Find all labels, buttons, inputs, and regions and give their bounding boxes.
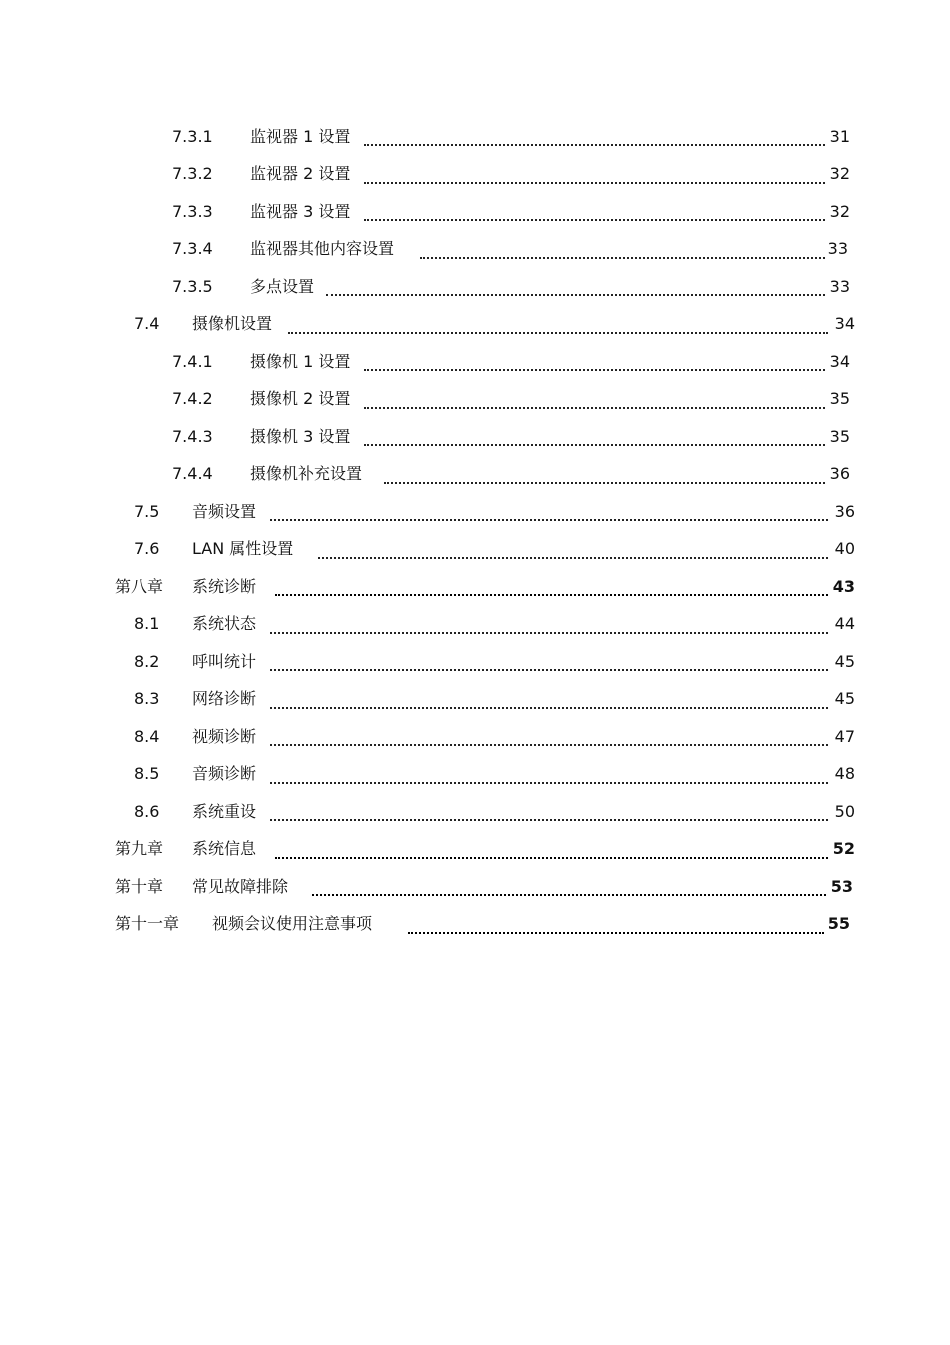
toc-entry[interactable] <box>0 531 950 569</box>
dot-leader <box>270 780 828 784</box>
toc-title: 摄像机 3 设置 <box>250 427 354 447</box>
toc-page: 35 <box>829 389 850 409</box>
dot-leader <box>270 667 828 671</box>
dot-leader <box>408 930 824 934</box>
toc-page: 32 <box>829 201 850 221</box>
toc-entry[interactable] <box>0 231 950 269</box>
toc-number: 7.3.4 <box>172 239 213 259</box>
toc-title: 视频会议使用注意事项 <box>212 914 376 934</box>
toc-number: 7.3.5 <box>172 276 213 296</box>
toc-page: 55 <box>827 914 850 934</box>
toc-entry[interactable] <box>0 793 950 831</box>
dot-leader <box>288 330 828 334</box>
toc-title: 音频诊断 <box>192 764 260 784</box>
toc-title: 监视器 2 设置 <box>250 164 354 184</box>
toc-title: 监视器其他内容设置 <box>250 239 398 259</box>
toc-chapter-number: 第八章 <box>115 576 164 596</box>
toc-page: 36 <box>834 501 855 521</box>
toc-number: 7.4.1 <box>172 351 213 371</box>
table-of-contents <box>0 118 950 943</box>
toc-title: 系统诊断 <box>192 577 260 597</box>
toc-entry[interactable] <box>0 156 950 194</box>
toc-page: 47 <box>834 726 855 746</box>
toc-page: 36 <box>829 464 850 484</box>
toc-entry[interactable] <box>0 456 950 494</box>
toc-page: 48 <box>834 764 855 784</box>
toc-title: 呼叫统计 <box>192 652 260 672</box>
toc-entry[interactable] <box>0 193 950 231</box>
toc-page: 33 <box>827 239 848 259</box>
toc-title: 系统信息 <box>192 839 260 859</box>
dot-leader <box>364 367 825 371</box>
toc-entry[interactable] <box>0 868 950 906</box>
toc-number: 8.1 <box>134 614 160 634</box>
toc-title: 摄像机补充设置 <box>250 464 366 484</box>
toc-title: 网络诊断 <box>192 689 260 709</box>
dot-leader <box>270 705 828 709</box>
toc-entry[interactable] <box>0 718 950 756</box>
toc-title: 摄像机 2 设置 <box>250 389 354 409</box>
toc-page: 45 <box>834 689 855 709</box>
toc-entry[interactable] <box>0 681 950 719</box>
toc-number: 7.3.3 <box>172 201 213 221</box>
toc-page: 52 <box>832 839 855 859</box>
toc-entry[interactable] <box>0 493 950 531</box>
dot-leader <box>364 405 825 409</box>
toc-title: 监视器 1 设置 <box>250 127 354 147</box>
toc-title: 多点设置 <box>250 277 318 297</box>
toc-title: LAN 属性设置 <box>192 539 297 559</box>
toc-page: 50 <box>834 801 855 821</box>
dot-leader <box>312 892 826 896</box>
toc-number: 7.3.1 <box>172 126 213 146</box>
dot-leader <box>384 480 825 484</box>
toc-number: 8.5 <box>134 764 160 784</box>
toc-page: 33 <box>829 276 850 296</box>
toc-chapter-number: 第十章 <box>115 876 164 896</box>
toc-page: 31 <box>829 126 850 146</box>
toc-entry[interactable] <box>0 831 950 869</box>
toc-number: 8.6 <box>134 801 160 821</box>
toc-entry[interactable] <box>0 643 950 681</box>
toc-chapter-number: 第九章 <box>115 839 164 859</box>
dot-leader <box>270 817 828 821</box>
toc-number: 8.2 <box>134 651 160 671</box>
toc-entry[interactable] <box>0 756 950 794</box>
toc-entry[interactable] <box>0 118 950 156</box>
dot-leader <box>270 630 828 634</box>
dot-leader <box>364 142 825 146</box>
toc-entry[interactable] <box>0 606 950 644</box>
toc-title: 视频诊断 <box>192 727 260 747</box>
toc-number: 7.4.4 <box>172 464 213 484</box>
dot-leader <box>270 742 828 746</box>
toc-page: 40 <box>834 539 855 559</box>
toc-number: 7.4 <box>134 314 160 334</box>
toc-number: 7.6 <box>134 539 160 559</box>
toc-title: 摄像机 1 设置 <box>250 352 354 372</box>
toc-page: 34 <box>829 351 850 371</box>
dot-leader <box>318 555 828 559</box>
dot-leader <box>275 592 828 596</box>
toc-number: 8.3 <box>134 689 160 709</box>
toc-title: 摄像机设置 <box>192 314 276 334</box>
toc-number: 7.3.2 <box>172 164 213 184</box>
toc-title: 系统状态 <box>192 614 260 634</box>
toc-entry[interactable] <box>0 268 950 306</box>
dot-leader <box>326 292 825 296</box>
toc-entry[interactable] <box>0 418 950 456</box>
toc-page: 44 <box>834 614 855 634</box>
toc-title: 常见故障排除 <box>192 877 292 897</box>
toc-number: 8.4 <box>134 726 160 746</box>
dot-leader <box>270 517 828 521</box>
toc-number: 7.4.3 <box>172 426 213 446</box>
toc-entry[interactable] <box>0 343 950 381</box>
toc-title: 系统重设 <box>192 802 260 822</box>
toc-page: 35 <box>829 426 850 446</box>
dot-leader <box>364 217 825 221</box>
toc-page: 45 <box>834 651 855 671</box>
toc-chapter-number: 第十一章 <box>115 914 180 934</box>
toc-entry[interactable] <box>0 306 950 344</box>
toc-page: 43 <box>832 576 855 596</box>
toc-entry[interactable] <box>0 568 950 606</box>
toc-number: 7.5 <box>134 501 160 521</box>
toc-title: 监视器 3 设置 <box>250 202 354 222</box>
toc-title: 音频设置 <box>192 502 260 522</box>
toc-number: 7.4.2 <box>172 389 213 409</box>
toc-page: 53 <box>830 876 853 896</box>
toc-page: 34 <box>834 314 855 334</box>
toc-entry[interactable] <box>0 906 950 944</box>
dot-leader <box>275 855 828 859</box>
toc-entry[interactable] <box>0 381 950 419</box>
toc-page: 32 <box>829 164 850 184</box>
dot-leader <box>364 442 825 446</box>
dot-leader <box>420 255 825 259</box>
dot-leader <box>364 180 825 184</box>
